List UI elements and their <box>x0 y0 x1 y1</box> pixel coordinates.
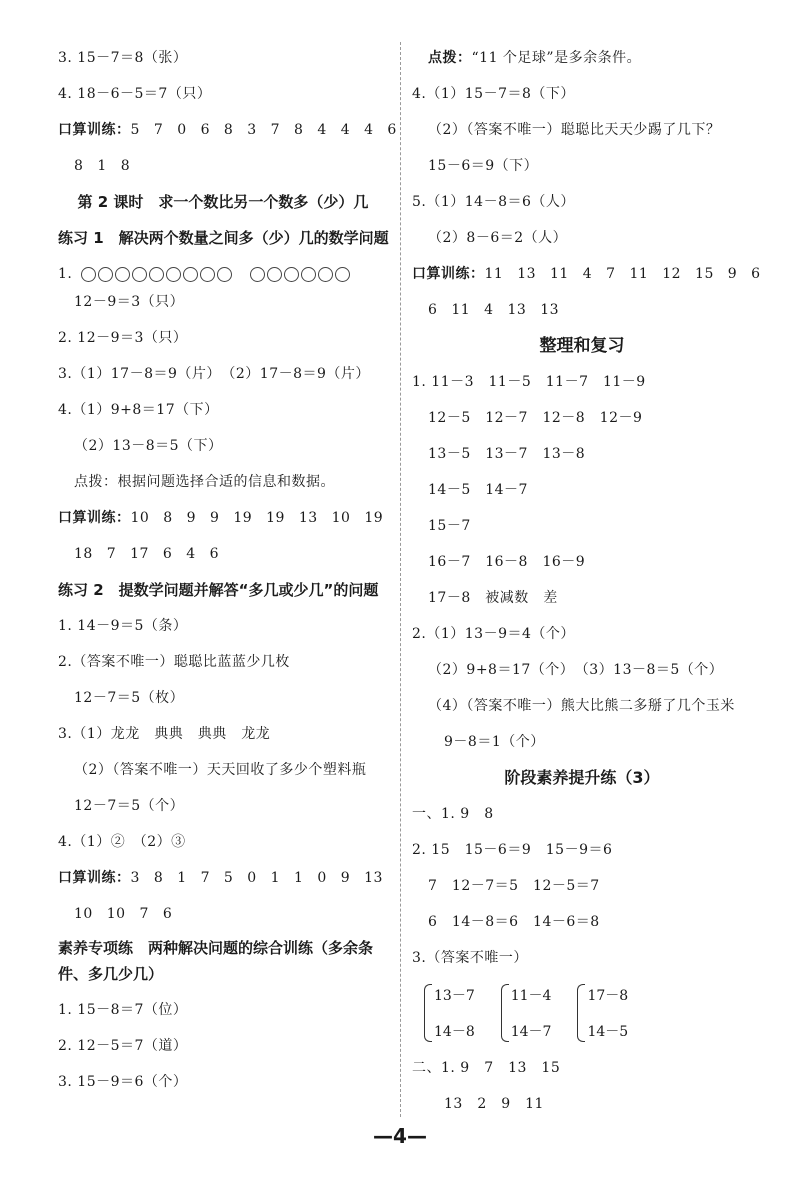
answer-line: 1. 11－3 11－5 11－7 11－9 <box>412 374 646 390</box>
tip-text: “11 个足球”是多余条件。 <box>471 50 642 66</box>
circle-drawing <box>81 267 366 282</box>
brace-bottom-expression: 14－7 <box>510 1024 552 1040</box>
oral-training-numbers: 3 8 1 7 5 0 1 1 0 9 13 <box>130 870 383 886</box>
circle-icon <box>81 267 96 282</box>
oral-training-numbers-cont: 18 7 17 6 4 6 <box>74 546 220 562</box>
circle-group-six <box>250 267 350 282</box>
oral-training-numbers: 11 13 11 4 7 11 12 15 9 6 <box>484 266 761 282</box>
circle-icon <box>267 267 282 282</box>
answer-line: （2）（答案不唯一）聪聪比天天少踢了几下？ <box>428 122 721 138</box>
answer-line: 2.（1）13－9＝4（个） <box>412 626 575 642</box>
circle-icon <box>132 267 147 282</box>
brace-top-expression: 11－4 <box>510 988 552 1004</box>
answer-line: 4.（1）15－7＝8（下） <box>412 86 575 102</box>
oral-training-line <box>412 256 761 292</box>
right-column <box>412 40 761 1122</box>
tip-label: 点拨： <box>428 50 472 66</box>
circle-icon <box>200 267 215 282</box>
stage-practice-title: 阶段素养提升练（3） <box>504 768 660 787</box>
answer-line: 14－5 14－7 <box>428 482 528 498</box>
answer-line: 5.（1）14－8＝6（人） <box>412 194 575 210</box>
circle-icon <box>98 267 113 282</box>
circle-icon <box>166 267 181 282</box>
circle-group-nine <box>81 267 232 282</box>
oral-training-line <box>58 500 388 536</box>
answer-line: 4. 18－6－5＝7（只） <box>58 86 212 102</box>
tip-line: 点拨：根据问题选择合适的信息和数据。 <box>74 474 335 490</box>
answer-line: 2.（答案不唯一）聪聪比蓝蓝少几枚 <box>58 654 290 670</box>
oral-training-label: 口算训练： <box>412 266 485 282</box>
oral-training-label: 口算训练： <box>58 870 131 886</box>
answer-line: 15－6＝9（下） <box>428 158 539 174</box>
oral-training-numbers-cont: 6 11 4 13 13 <box>428 302 560 318</box>
brace-bottom-expression: 14－8 <box>434 1024 475 1040</box>
oral-training-numbers: 5 7 0 6 8 3 7 8 4 4 4 6 <box>130 122 397 138</box>
circle-icon <box>183 267 198 282</box>
answer-line: 2. 15 15－6＝9 15－9＝6 <box>412 842 613 858</box>
answer-line: 3.（1）17－8＝9（片） （2）17－8＝9（片） <box>58 366 370 382</box>
answer-line: （2）13－8＝5（下） <box>74 438 223 454</box>
circle-icon <box>335 267 350 282</box>
column-divider <box>400 42 401 1117</box>
circle-icon <box>250 267 265 282</box>
review-title: 整理和复习 <box>539 336 625 356</box>
answer-line: 17－8 被减数 差 <box>428 590 558 606</box>
answer-line: 3. 15－7＝8（张） <box>58 50 188 66</box>
brace-answer-groups <box>412 978 752 1050</box>
answer-line: （2）（答案不唯一）天天回收了多少个塑料瓶 <box>74 762 367 778</box>
answer-line: 12－7＝5（个） <box>74 798 185 814</box>
answer-line: （2）9+8＝17（个） （3）13－8＝5（个） <box>428 662 724 678</box>
answer-line: 3. 15－9＝6（个） <box>58 1074 188 1090</box>
answer-line: 一、1. 9 8 <box>412 806 494 822</box>
answer-line: 1. 14－9＝5（条） <box>58 618 188 634</box>
brace-bottom-expression: 14－5 <box>587 1024 629 1040</box>
brace-top-expression: 17－8 <box>587 988 629 1004</box>
oral-training-label: 口算训练： <box>58 122 131 138</box>
left-brace-icon <box>577 984 585 1042</box>
answer-line: （2）8－6＝2（人） <box>428 230 568 246</box>
left-brace-icon <box>501 984 509 1042</box>
left-brace-icon <box>424 984 432 1042</box>
answer-line: 12－9＝3（只） <box>74 294 185 310</box>
answer-line: 7 12－7＝5 12－5＝7 <box>428 878 600 894</box>
answer-line: 二、1. 9 7 13 15 <box>412 1060 561 1076</box>
answer-line: 4.（1）9+8＝17（下） <box>58 402 219 418</box>
answer-line: 2. 12－9＝3（只） <box>58 330 188 346</box>
answer-line: 9－8＝1（个） <box>444 734 545 750</box>
answer-line: 13－5 13－7 13－8 <box>428 446 586 462</box>
lesson-title: 第 2 课时 求一个数比另一个数多（少）几 <box>77 193 369 211</box>
answer-line: 4.（1）② （2）③ <box>58 834 186 850</box>
circle-icon <box>284 267 299 282</box>
brace-group <box>501 978 552 1050</box>
answer-line: 12－7＝5（枚） <box>74 690 185 706</box>
circle-icon <box>115 267 130 282</box>
oral-training-numbers-cont: 8 1 8 <box>74 158 131 174</box>
circle-icon <box>301 267 316 282</box>
brace-top-expression: 13－7 <box>434 988 475 1004</box>
exercise-title: 练习 2 提数学问题并解答“多几或少几”的问题 <box>58 581 379 599</box>
oral-training-line <box>58 112 397 148</box>
brace-group <box>424 978 475 1050</box>
oral-training-line <box>58 860 388 896</box>
circle-icon <box>217 267 232 282</box>
oral-training-numbers-cont: 10 10 7 6 <box>74 906 173 922</box>
answer-line: 6 14－8＝6 14－6＝8 <box>428 914 600 930</box>
answer-line: 3.（1）龙龙 典典 典典 龙龙 <box>58 726 271 742</box>
left-column <box>58 40 397 1100</box>
page-number: —4— <box>373 1124 427 1148</box>
question-number: 1. <box>58 266 73 282</box>
answer-line: 16－7 16－8 16－9 <box>428 554 586 570</box>
answer-line: （4）（答案不唯一）熊大比熊二多掰了几个玉米 <box>428 698 735 714</box>
circle-icon <box>318 267 333 282</box>
brace-group <box>577 978 628 1050</box>
circle-icon <box>149 267 164 282</box>
answer-line: 1. 15－8＝7（位） <box>58 1002 188 1018</box>
answer-line: 13 2 9 11 <box>444 1096 544 1112</box>
answer-line: 2. 12－5＝7（道） <box>58 1038 188 1054</box>
tip-line <box>412 40 752 76</box>
answer-line: 12－5 12－7 12－8 12－9 <box>428 410 643 426</box>
answer-line: 15－7 <box>428 518 471 534</box>
oral-training-numbers: 10 8 9 9 19 19 13 10 19 <box>130 510 384 526</box>
special-practice-title: 素养专项练 两种解决问题的综合训练（多余条件、多几少几） <box>58 939 374 983</box>
answer-line: 3.（答案不唯一） <box>412 950 528 966</box>
exercise-title: 练习 1 解决两个数量之间多（少）几的数学问题 <box>58 229 389 247</box>
oral-training-label: 口算训练： <box>58 510 131 526</box>
